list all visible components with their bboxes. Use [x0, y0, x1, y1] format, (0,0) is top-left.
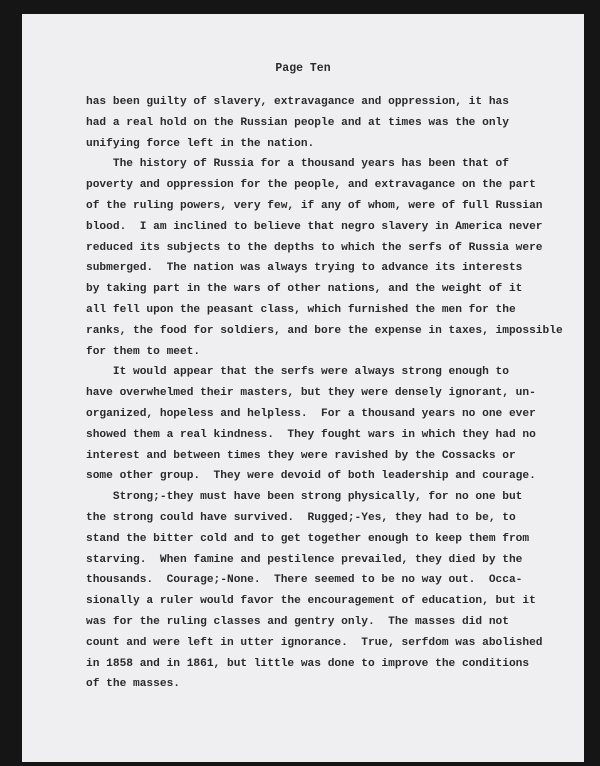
text-line: of the ruling powers, very few, if any of whom, were of full Russian	[86, 199, 543, 212]
page-title: Page Ten	[275, 62, 331, 75]
text-line: in 1858 and in 1861, but little was done to improve the conditions	[86, 657, 530, 670]
text-line: has been guilty of slavery, extravagance and oppression, it has	[86, 96, 509, 108]
text-line: the strong could have survived. Rugged;-Yes, they had to be, to	[86, 511, 516, 524]
text-line: poverty and oppression for the people, and extravagance on the part	[86, 179, 536, 192]
text-line: by taking part in the wars of other nations, and the weight of it	[86, 283, 523, 296]
typed-body-text	[86, 92, 586, 695]
text-line: thousands. Courage;-None. There seemed to be no way out. Occa-	[86, 574, 523, 587]
text-line: starving. When famine and pestilence prevailed, they died by the	[86, 553, 523, 566]
paper-sheet	[22, 14, 584, 762]
text-line: submerged. The nation was always trying to advance its interests	[86, 262, 523, 275]
text-line: some other group. They were devoid of both leadership and courage.	[86, 470, 536, 483]
text-line: organized, hopeless and helpless. For a thousand years no one ever	[86, 407, 536, 420]
text-line: Strong;-they must have been strong physically, for no one but	[86, 491, 523, 504]
text-line: ranks, the food for soldiers, and bore the expense in taxes, impossible	[86, 324, 563, 337]
text-line: The history of Russia for a thousand years has been that of	[86, 158, 509, 171]
text-line: sionally a ruler would favor the encouragement of education, but it	[86, 595, 536, 608]
text-line: It would appear that the serfs were always strong enough to	[86, 366, 509, 379]
text-line: blood. I am inclined to believe that negro slavery in America never	[86, 220, 543, 233]
text-line: showed them a real kindness. They fought wars in which they had no	[86, 428, 536, 441]
text-line: stand the bitter cold and to get together enough to keep them from	[86, 532, 530, 545]
text-line: for them to meet.	[86, 345, 201, 358]
text-line: have overwhelmed their masters, but they were densely ignorant, un-	[86, 387, 536, 400]
text-line: reduced its subjects to the depths to which the serfs of Russia were	[86, 241, 543, 254]
text-line: had a real hold on the Russian people and at times was the only	[86, 116, 509, 129]
text-line: was for the ruling classes and gentry only. The masses did not	[86, 615, 509, 628]
text-line: interest and between times they were ravished by the Cossacks or	[86, 449, 516, 462]
text-line: count and were left in utter ignorance. True, serfdom was abolished	[86, 636, 543, 649]
text-line: of the masses.	[86, 678, 180, 691]
text-line: unifying force left in the nation.	[86, 137, 315, 150]
text-line: all fell upon the peasant class, which furnished the men for the	[86, 303, 516, 316]
